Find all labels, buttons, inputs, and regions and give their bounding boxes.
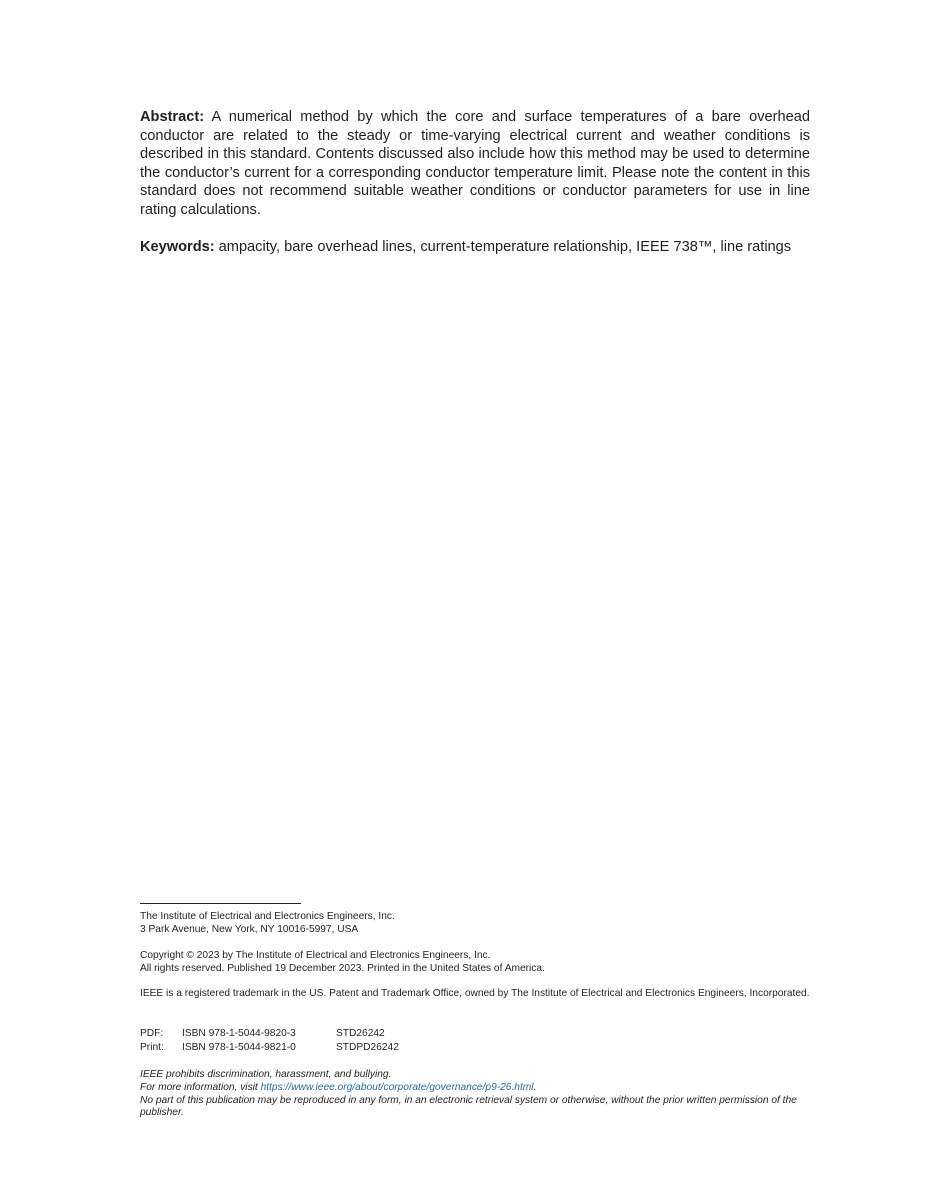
more-info-line [140,1082,812,1095]
keywords-label: Keywords: [140,239,215,255]
rights-line: All rights reserved. Published 19 December 2023. Printed in the United States of America. [140,962,545,974]
isbn-product-code: STD26242 [336,1028,385,1039]
abstract-paragraph [140,108,810,220]
reproduction-notice: No part of this publication may be reproduced in any form, in an electronic retrieval system or otherwise, without the prior written permission of the publisher. [140,1094,797,1119]
publisher-address: 3 Park Avenue, New York, NY 10016-5997, USA [140,923,359,935]
isbn-format: PDF: [140,1028,164,1039]
isbn-row-print [140,1041,812,1055]
publisher-block [140,911,812,937]
keywords-text: ampacity, bare overhead lines, current-temperature relationship, IEEE 738™, line ratings [218,239,792,255]
more-info-suffix: . [533,1081,537,1093]
abstract-text: A numerical method by which the core and surface temperatures of a bare overhead conductor are related to the steady or time-varying electrical current and weather conditions is described in this standard. Contents discussed also include how this method may be used to determine the conductor’s current for a corresponding conductor temperature limit. Please note the content in this standard does not recommend suitable weather conditions or conductor parameters for use in line rating calculations. [140,109,810,218]
trademark-notice: IEEE is a registered trademark in the US. Patent and Trademark Office, owned by The Institute of Electrical and Electronics Engineers, Incorporated. [140,988,810,999]
copyright-line: Copyright © 2023 by The Institute of Electrical and Electronics Engineers, Inc. [140,950,491,961]
footnote-divider [140,903,301,904]
isbn-product-code: STDPD26242 [336,1042,399,1053]
legal-notice [140,1069,812,1120]
isbn-block [140,1027,812,1055]
abstract-label: Abstract: [140,109,205,125]
isbn-number: ISBN 978-1-5044-9820-3 [182,1028,296,1039]
isbn-format: Print: [140,1042,164,1053]
more-info-prefix: For more information, visit [140,1081,261,1093]
policy-link[interactable]: https://www.ieee.org/about/corporate/governance/p9-26.html [260,1081,534,1093]
isbn-row-pdf [140,1027,812,1041]
keywords-paragraph [140,238,810,257]
copyright-block [140,950,812,976]
policy-statement: IEEE prohibits discrimination, harassment, and bullying. [140,1069,392,1080]
publisher-name: The Institute of Electrical and Electronics Engineers, Inc. [140,911,395,922]
isbn-number: ISBN 978-1-5044-9821-0 [182,1042,296,1053]
